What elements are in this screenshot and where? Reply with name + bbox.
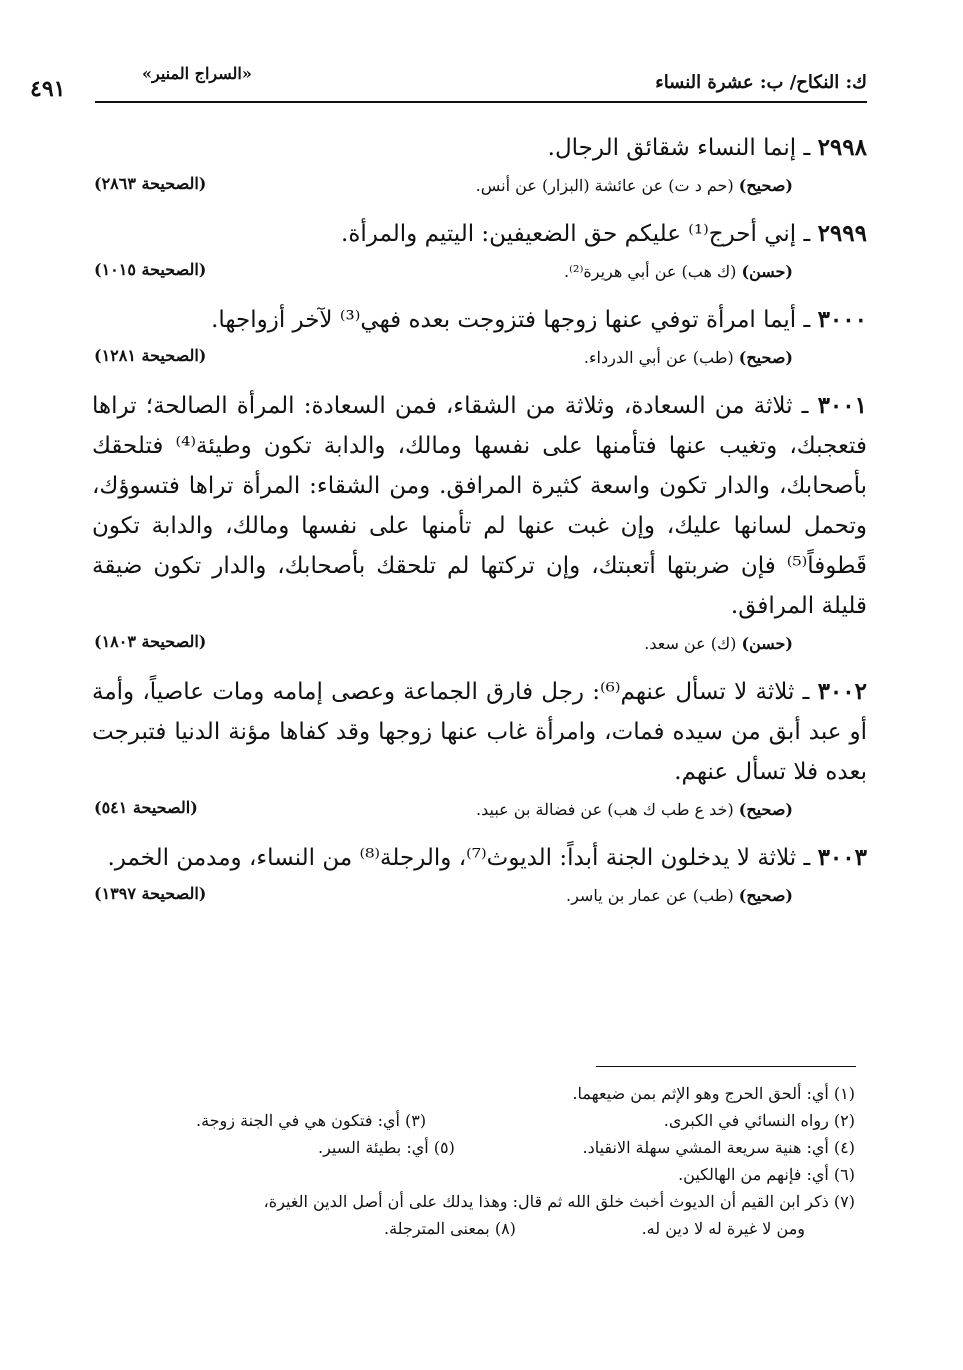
- footnote-4: (٤) أي: هنية سريعة المشي سهلة الانقياد.: [582, 1138, 855, 1157]
- hadith-number: ٣٠٠١: [817, 392, 867, 419]
- footnote-3: (٣) أي: فتكون هي في الجنة زوجة.: [196, 1111, 427, 1130]
- source-line: [584, 348, 793, 367]
- hadith-2998-source: [92, 168, 867, 212]
- footnote-divider: [596, 1066, 856, 1067]
- source-line: [476, 800, 793, 819]
- source-text: (طب) عن عمار بن ياسر.: [566, 886, 734, 905]
- footnote-6: (٦) أي: فإنهم من الهالكين.: [678, 1165, 855, 1184]
- source-text: (حم د ت) عن عائشة (البزار) عن أنس.: [475, 176, 734, 195]
- hadith-body: ثلاثة من السعادة، وثلاثة من الشقاء، فمن السعادة: المرأة الصالحة؛ تراها فتعجبك، وتغيب عنها فتأمنها على نفسها ومالك، والدابة تكون وطيئة⁽⁴⁾ فتلحقك بأصحابك، والدار تكون واسعة كثيرة المرافق. ومن الشقاء: المرأة تراها فتسوؤك، وتحمل لسانها عليك، وإن غبت عنها لم تأمنها على نفسها ومالك، والدابة تكون قَطوفاً⁽⁵⁾ فإن ضربتها أتعبتك، وإن تركتها لم تلحقك بأصحابك، والدار تكون ضيقة قليلة المرافق.: [92, 393, 867, 619]
- source-line: [476, 176, 793, 195]
- hadith-body: إني أحرج⁽¹⁾ عليكم حق الضعيفين: اليتيم والمرأة.: [341, 221, 797, 247]
- hadith-number: ٣٠٠٢: [817, 678, 867, 705]
- hadith-number: ٢٩٩٨: [817, 134, 867, 161]
- header-divider: [95, 101, 867, 103]
- hadith-number: ٣٠٠٣: [817, 844, 867, 871]
- source-text: (ك) عن سعد.: [644, 634, 737, 653]
- hadith-body: ثلاثة لا يدخلون الجنة أبداً: الديوث⁽⁷⁾، والرجلة⁽⁸⁾ من النساء، ومدمن الخمر.: [107, 845, 797, 871]
- source-line: [644, 634, 793, 653]
- footnote-5: (٥) أي: بطيئة السير.: [318, 1138, 455, 1157]
- footnote-line: [96, 1107, 855, 1134]
- source-line: [564, 262, 793, 281]
- hadith-number: ٢٩٩٩: [817, 220, 867, 247]
- source-text: (طب) عن أبي الدرداء.: [583, 348, 734, 367]
- footnote-line: [96, 1215, 855, 1242]
- hadith-body: ثلاثة لا تسأل عنهم⁽⁶⁾: رجل فارق الجماعة وعصى إمامه ومات عاصياً، وأمة أو عبد أبق من سيده فمات، وامرأة غاب عنها زوجها وقد كفاها مؤنة الدنيا فتبرجت بعده فلا تسأل عنهم.: [92, 679, 867, 785]
- grade-label: (حسن): [741, 262, 793, 281]
- grade-label: (صحيح): [738, 800, 793, 819]
- hadith-3002-text: ٣٠٠٢ ـ ثلاثة لا تسأل عنهم⁽⁶⁾: رجل فارق الجماعة وعصى إمامه ومات عاصياً، وأمة أو عبد أبق من سيده فمات، وامرأة غاب عنها زوجها وقد كفاها مؤنة الدنيا فتبرجت بعده فلا تسأل عنهم.: [92, 678, 867, 785]
- footnote-line: [96, 1134, 855, 1161]
- footnote-1: (١) أي: ألحق الحرج وهو الإثم بمن ضيعهما.: [572, 1084, 855, 1103]
- reference-label: (الصحيحة ١٠١٥): [94, 260, 207, 279]
- grade-label: (حسن): [741, 634, 793, 653]
- reference-label: (الصحيحة ٥٤١): [94, 798, 198, 817]
- grade-label: (صحيح): [738, 348, 793, 367]
- page-header: [30, 64, 867, 102]
- source-line: [566, 886, 793, 905]
- footnote-8: (٨) بمعنى المترجلة.: [384, 1219, 516, 1238]
- footnote-7: (٧) ذكر ابن القيم أن الديوث أخبث خلق الله ثم قال: وهذا يدلك على أن أصل الدين الغيرة،: [263, 1192, 855, 1211]
- hadith-3003-source: [92, 878, 867, 922]
- footnotes: [96, 1080, 855, 1242]
- footnote-line: [96, 1188, 855, 1215]
- hadith-2998-text: ٢٩٩٨ ـ إنما النساء شقائق الرجال.: [547, 134, 867, 161]
- hadith-list: [92, 128, 867, 924]
- hadith-3000-text: ٣٠٠٠ ـ أيما امرأة توفي عنها زوجها فتزوجت بعده فهي⁽³⁾ لآخر أزواجها.: [211, 306, 867, 333]
- page-number: ٤٩١: [30, 76, 66, 102]
- hadith-3002-source: [92, 792, 867, 836]
- hadith-3003-text: ٣٠٠٣ ـ ثلاثة لا يدخلون الجنة أبداً: الديوث⁽⁷⁾، والرجلة⁽⁸⁾ من النساء، ومدمن الخمر.: [107, 844, 867, 871]
- reference-label: (الصحيحة ١٨٠٣): [94, 632, 207, 651]
- source-text: (ك هب) عن أبي هريرة⁽²⁾.: [564, 262, 737, 281]
- hadith-3001-text: ٣٠٠١ ـ ثلاثة من السعادة، وثلاثة من الشقاء، فمن السعادة: المرأة الصالحة؛ تراها فتعجبك، وتغيب عنها فتأمنها على نفسها ومالك، والدابة تكون وطيئة⁽⁴⁾ فتلحقك بأصحابك، والدار تكون واسعة كثيرة المرافق. ومن الشقاء: المرأة تراها فتسوؤك، وتحمل لسانها عليك، وإن غبت عنها لم تأمنها على نفسها ومالك، والدابة تكون قَطوفاً⁽⁵⁾ فإن ضربتها أتعبتك، وإن تركتها لم تلحقك بأصحابك، والدار تكون ضيقة قليلة المرافق.: [92, 392, 867, 619]
- hadith-body: أيما امرأة توفي عنها زوجها فتزوجت بعده فهي⁽³⁾ لآخر أزواجها.: [211, 307, 797, 333]
- hadith-2999-text: ٢٩٩٩ ـ إني أحرج⁽¹⁾ عليكم حق الضعيفين: اليتيم والمرأة.: [341, 220, 867, 247]
- footnote-2: (٢) رواه النسائي في الكبرى.: [663, 1111, 855, 1130]
- grade-label: (صحيح): [738, 176, 793, 195]
- grade-label: (صحيح): [738, 886, 793, 905]
- reference-label: (الصحيحة ١٣٩٧): [94, 884, 207, 903]
- footnote-7-continued: ومن لا غيرة له لا دين له.: [641, 1219, 805, 1238]
- hadith-2999-source: [92, 254, 867, 298]
- footnote-line: [96, 1080, 855, 1107]
- reference-label: (الصحيحة ١٢٨١): [94, 346, 207, 365]
- hadith-3001-source: [92, 626, 867, 670]
- hadith-number: ٣٠٠٠: [817, 306, 867, 333]
- chapter-heading: ك: النكاح/ ب: عشرة النساء: [655, 72, 867, 93]
- footnote-line: [96, 1161, 855, 1188]
- reference-label: (الصحيحة ٢٨٦٣): [94, 174, 207, 193]
- hadith-3000-source: [92, 340, 867, 384]
- book-title: «السراج المنير»: [142, 64, 252, 83]
- source-text: (خد ع طب ك هب) عن فضالة بن عبيد.: [476, 800, 734, 819]
- hadith-body: إنما النساء شقائق الرجال.: [547, 135, 797, 161]
